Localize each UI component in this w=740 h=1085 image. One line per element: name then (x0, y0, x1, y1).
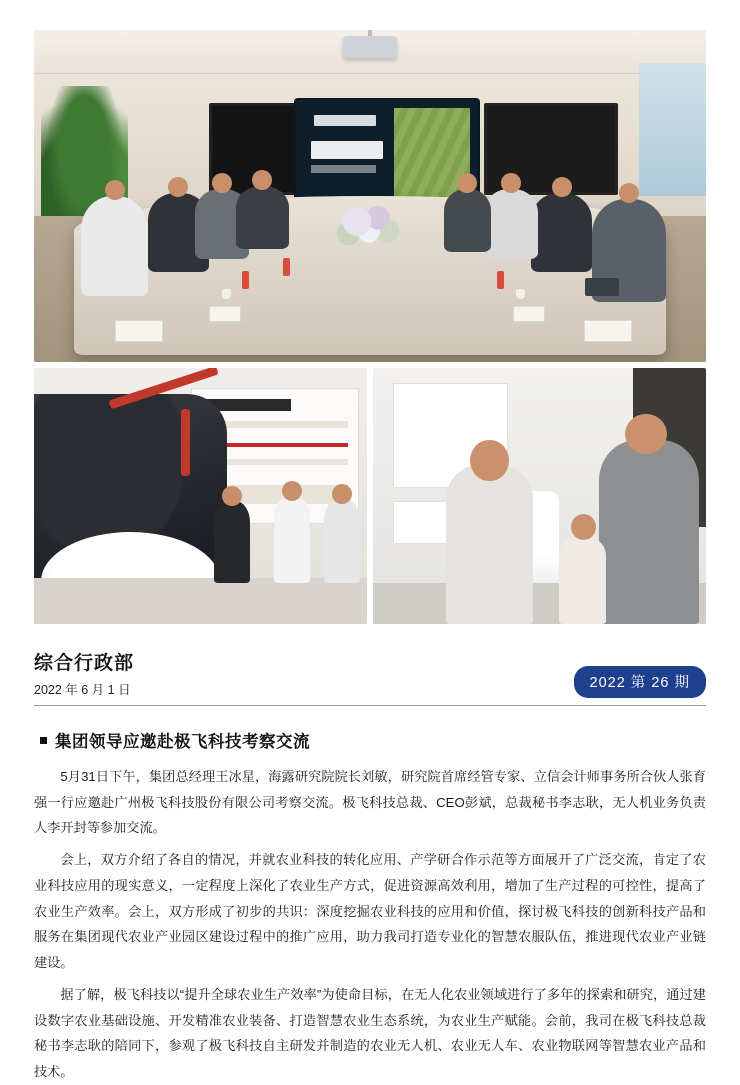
article-paragraph: 据了解，极飞科技以“提升全球农业生产效率”为使命目标，在无人化农业领域进行了多年的探索和研究，通过建设数字农业基础设施、开发精准农业装备、打造智慧农业生态系统，为农业生产赋能。会前，我司在极飞科技总裁秘书李志耿的陪同下，参观了极飞科技自主研发并制造的农业无人机、农业无人车、农业物联网等智慧农业产品和技术。 (34, 986, 706, 1080)
robotic-arm (181, 409, 190, 476)
attendee-head (168, 177, 188, 197)
flower-arrangement (337, 203, 403, 249)
paper-cup (222, 289, 231, 299)
person-head (571, 514, 596, 540)
masthead-left (34, 648, 134, 698)
visitor (214, 501, 251, 583)
person-foreground-left (446, 465, 533, 624)
visitor-head (282, 481, 302, 501)
document-sheet (115, 320, 163, 342)
article-headline (40, 728, 706, 752)
person-foreground-right (599, 440, 699, 624)
photo-row (34, 368, 706, 624)
document-sheet (584, 320, 632, 342)
attendee-head (457, 173, 477, 193)
photo-meeting-room (34, 30, 706, 362)
attendee-head (105, 180, 125, 200)
article-paragraph: 5月31日下午，集团总经理王冰星，海露研究院院长刘敏，研究院首席经管专家、立信会计师事务所合伙人张育强一行应邀赴广州极飞科技股份有限公司考察交流。极飞科技总裁、CEO彭斌，总裁秘书李志耿，无人机业务负责人李开封等参加交流。 (34, 769, 706, 836)
presentation-screen (296, 100, 477, 210)
projector-icon (343, 36, 397, 58)
person-child (559, 537, 606, 624)
visitor (324, 499, 361, 583)
attendee (484, 189, 538, 259)
name-card (209, 306, 241, 322)
slide-logo (314, 115, 376, 126)
attendee-head (501, 173, 521, 193)
bullet-icon (40, 737, 47, 744)
paper-cup (516, 289, 525, 299)
headline-text: 集团领导应邀赴极飞科技考察交流 (55, 733, 310, 751)
person-head (625, 414, 667, 455)
attendee-head (212, 173, 232, 193)
water-bottle (497, 271, 504, 289)
attendee-head (252, 170, 272, 190)
hall-floor (34, 578, 367, 624)
attendee-head (619, 183, 639, 203)
visitor-head (222, 486, 242, 506)
attendee (81, 196, 148, 296)
department-name: 综合行政部 (34, 653, 135, 674)
issue-badge: 2022 第 26 期 (574, 666, 706, 698)
masthead (34, 648, 706, 698)
visitor-head (332, 484, 352, 504)
photo-product-demo (373, 368, 706, 624)
water-bottle (283, 258, 290, 276)
attendee (236, 186, 290, 249)
laptop (585, 278, 619, 296)
article-paragraph: 会上，双方介绍了各自的情况，并就农业科技的转化应用、产学研合作示范等方面展开了广泛交流，肯定了农业科技应用的现实意义，一定程度上深化了农业生产方式，促进资源高效利用，增加了生产过程的可控性，提高了农业生产效率。会上，双方形成了初步的共识：深度挖掘农业科技的应用和价值，探讨极飞科技的创新科技产品和服务在集团现代农业产业园区建设过程中的推广应用，助力我司打造专业化的智慧农服队伍，推进现代农业产业链建设。 (34, 852, 706, 971)
publish-date: 2022 年 6 月 1 日 (34, 683, 131, 697)
attendee (444, 189, 491, 252)
attendee (531, 193, 591, 273)
attendee-head (552, 177, 572, 197)
slide-subtitle-block (311, 165, 376, 173)
person-head (470, 440, 508, 481)
photo-exhibition-hall (34, 368, 367, 624)
name-card (513, 306, 545, 322)
slide-title-block (311, 141, 384, 159)
visitor (274, 496, 311, 583)
masthead-right (574, 666, 706, 698)
water-bottle (242, 271, 249, 289)
divider (34, 705, 706, 706)
window (639, 63, 706, 196)
